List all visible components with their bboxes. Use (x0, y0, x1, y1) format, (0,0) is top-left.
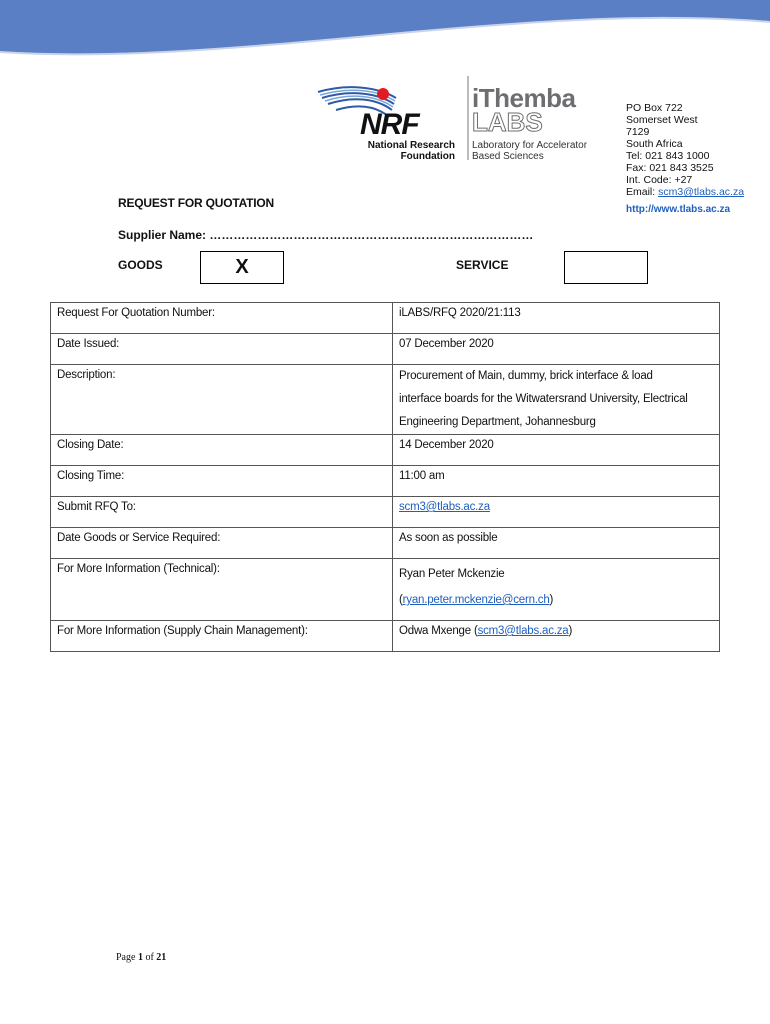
page-word: Page (116, 952, 136, 963)
technical-email-link[interactable]: ryan.peter.mckenzie@cern.ch (402, 594, 550, 606)
contact-email (399, 589, 713, 612)
row-label: Date Goods or Service Required: (51, 528, 393, 559)
row-label: Closing Date: (51, 435, 393, 466)
table-row (51, 466, 720, 497)
labs-wordmark: LABS (472, 107, 543, 137)
row-value (393, 365, 720, 435)
rfq-details-table (50, 302, 720, 652)
supplier-name-field: Supplier Name: ……………………………………………………………………… (118, 228, 534, 242)
description-line: interface boards for the Witwatersrand University, Electrical (399, 393, 688, 405)
row-label: Request For Quotation Number: (51, 303, 393, 334)
table-row (51, 303, 720, 334)
row-value: As soon as possible (393, 528, 720, 559)
table-row (51, 334, 720, 365)
description-line: Engineering Department, Johannesburg (399, 416, 596, 428)
email-label: Email: (626, 186, 656, 198)
nrf-name (360, 140, 455, 162)
table-row (51, 435, 720, 466)
page-title: REQUEST FOR QUOTATION (118, 196, 275, 210)
address-line: Int. Code: +27 (626, 174, 693, 186)
row-label: Description: (51, 365, 393, 435)
row-value: 07 December 2020 (393, 334, 720, 365)
row-value: 11:00 am (393, 466, 720, 497)
table-row (51, 497, 720, 528)
ithemba-wordmark: iThemba (472, 83, 576, 113)
email-link[interactable]: scm3@tlabs.ac.za (658, 186, 745, 198)
goods-checkbox[interactable]: X (200, 251, 284, 284)
goods-label: GOODS (118, 258, 163, 272)
nrf-wordmark: NRF (360, 108, 419, 141)
service-label: SERVICE (456, 258, 509, 272)
address-line: Fax: 021 843 3525 (626, 162, 714, 174)
lab-tagline (472, 140, 587, 162)
description-line: Procurement of Main, dummy, brick interface & load (399, 370, 653, 382)
contact-name: Ryan Peter Mckenzie (399, 568, 505, 580)
service-checkbox[interactable] (564, 251, 648, 284)
row-value (393, 621, 720, 652)
nrf-ithemba-logo (316, 74, 612, 164)
scm-email-link[interactable]: scm3@tlabs.ac.za (477, 625, 569, 637)
table-row (51, 621, 720, 652)
row-value: iLABS/RFQ 2020/21:113 (393, 303, 720, 334)
paren-open: ( (399, 594, 403, 606)
address-line: Somerset West (626, 114, 698, 126)
row-label: Submit RFQ To: (51, 497, 393, 528)
website-link[interactable]: http://www.tlabs.ac.za (626, 204, 731, 215)
row-value: 14 December 2020 (393, 435, 720, 466)
table-row (51, 365, 720, 435)
row-label: For More Information (Technical): (51, 559, 393, 621)
address-block (626, 102, 744, 198)
lab-tagline-line2: Based Sciences (472, 151, 544, 162)
paren-close: ) (568, 625, 573, 637)
table-row (51, 528, 720, 559)
total-pages: 21 (156, 952, 167, 963)
contact-name: Odwa Mxenge ( (399, 625, 478, 637)
address-line: PO Box 722 (626, 102, 683, 114)
row-label: For More Information (Supply Chain Management): (51, 621, 393, 652)
address-line: South Africa (626, 138, 683, 150)
current-page: 1 (137, 952, 143, 963)
lab-tagline-line1: Laboratory for Accelerator (472, 140, 588, 151)
table-row (51, 559, 720, 621)
paren-close: ) (549, 594, 554, 606)
email-line (626, 186, 744, 198)
row-value (393, 559, 720, 621)
of-word: of (145, 952, 154, 963)
row-value (393, 497, 720, 528)
submit-email-link[interactable]: scm3@tlabs.ac.za (399, 501, 490, 513)
page-number (116, 952, 166, 963)
row-label: Date Issued: (51, 334, 393, 365)
nrf-name-line2: Foundation (400, 151, 455, 162)
row-label: Closing Time: (51, 466, 393, 497)
address-line: 7129 (626, 126, 650, 138)
address-line: Tel: 021 843 1000 (626, 150, 710, 162)
nrf-name-line1: National Research (367, 140, 455, 151)
